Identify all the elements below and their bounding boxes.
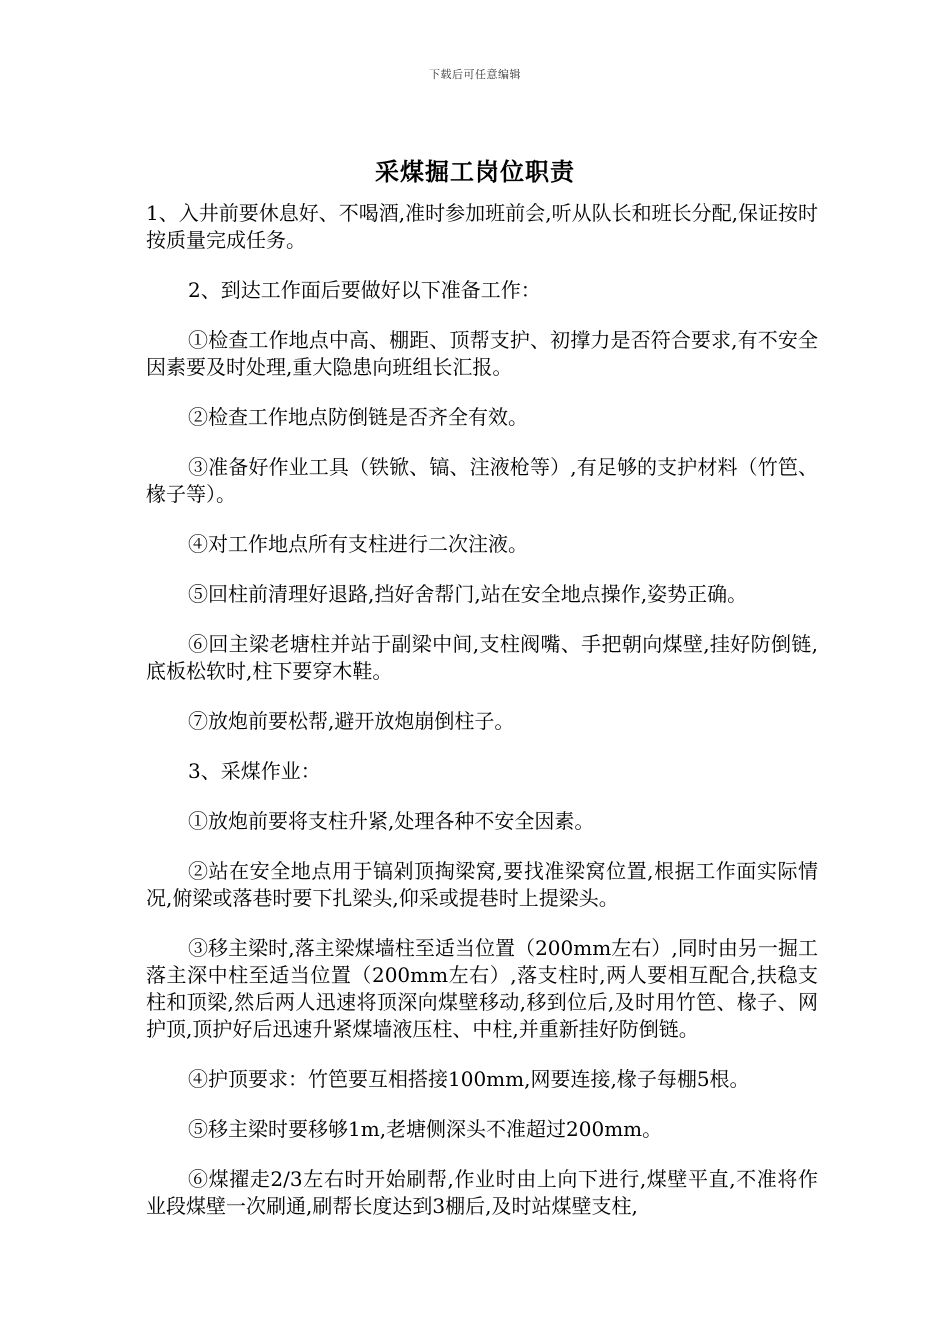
header-note: 下载后可任意编辑 [429,68,521,81]
page-title: 采煤掘工岗位职责 [375,157,575,186]
paragraph-4: ②检查工作地点防倒链是否齐全有效。 [188,405,528,429]
paragraph-3: ①检查工作地点中高、棚距、顶帮支护、初撑力是否符合要求,有不安全因素要及时处理,重大隐患向班组长汇报。 [146,328,818,379]
paragraph-12: ②站在安全地点用于镐剁顶掏梁窝,要找准梁窝位置,根据工作面实际情况,俯梁或落巷时要下扎梁头,仰采或提巷时上提梁头。 [146,859,818,910]
paragraph-9: ⑦放炮前要松帮,避开放炮崩倒柱子。 [188,709,515,733]
paragraph-7: ⑤回柱前清理好退路,挡好舍帮门,站在安全地点操作,姿势正确。 [188,582,748,606]
paragraph-6: ④对工作地点所有支柱进行二次注液。 [188,532,528,556]
paragraph-8: ⑥回主梁老塘柱并站于副梁中间,支柱阀嘴、手把朝向煤壁,挂好防倒链,底板松软时,柱下要穿木鞋。 [146,632,818,683]
paragraph-13: ③移主梁时,落主梁煤墙柱至适当位置（200mm左右）,同时由另一掘工落主深中柱至适当位置（200mm左右）,落支柱时,两人要相互配合,扶稳支柱和顶梁,然后两人迅速将顶深向煤壁移动,移到位后,及时用竹笆、椽子、网护顶,顶护好后迅速升紧煤墙液压柱、中柱,并重新挂好防倒链。 [146,936,818,1041]
paragraph-1: 1、入井前要休息好、不喝酒,准时参加班前会,听从队长和班长分配,保证按时按质量完成任务。 [146,201,818,252]
paragraph-15: ⑤移主梁时要移够1m,老塘侧深头不准超过200mm。 [188,1117,663,1141]
paragraph-11: ①放炮前要将支柱升紧,处理各种不安全因素。 [188,809,595,833]
paragraph-10: 3、采煤作业： [188,759,321,783]
paragraph-14: ④护顶要求：竹笆要互相搭接100mm,网要连接,椽子每棚5根。 [188,1067,750,1091]
paragraph-5: ③准备好作业工具（铁锨、镐、注液枪等）,有足够的支护材料（竹笆、椽子等）。 [146,455,818,506]
paragraph-16: ⑥煤擢走2/3左右时开始刷帮,作业时由上向下进行,煤壁平直,不准将作业段煤壁一次刷通,刷帮长度达到3棚后,及时站煤壁支柱, [146,1167,818,1218]
document-body [146,200,818,1220]
paragraph-2: 2、到达工作面后要做好以下准备工作： [188,278,541,302]
